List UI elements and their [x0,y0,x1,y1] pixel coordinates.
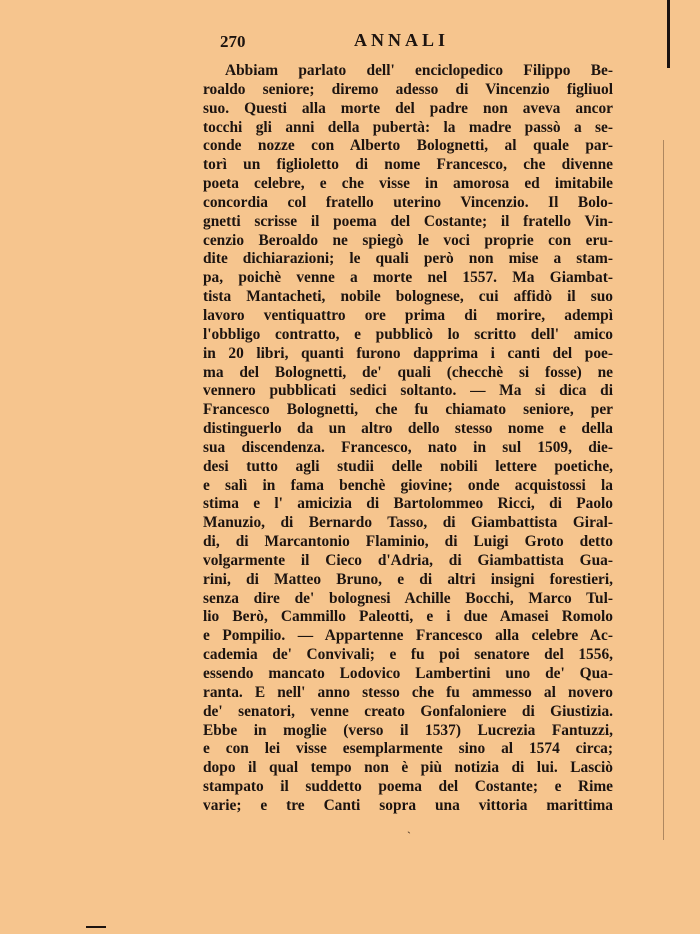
text-line: concordia col fratello uterino Vincenzio. Il Bolo- [203,193,613,211]
text-line: suo. Questi alla morte del padre non aveva ancor [203,99,613,117]
text-line: rini, di Matteo Bruno, e di altri insigni forestieri, [203,570,613,588]
text-line: dite dichiarazioni; le quali però non mise a stam- [203,250,613,268]
text-line: gnetti scrisse il poema del Costante; il fratello Vin- [203,212,613,230]
text-line: tocchi gli anni della pubertà: la madre passò a se- [203,118,613,136]
text-line: volgarmente il Cieco d'Adria, di Giambattista Gua- [203,551,613,569]
text-line: cenzio Beroaldo ne spiegò le voci proprie con eru- [203,231,613,249]
page-header [202,30,614,56]
text-line: Manuzio, di Bernardo Tasso, di Giambattista Giral- [203,514,613,532]
page-edge-shadow [667,0,670,68]
bottom-ink-mark [86,926,106,928]
text-line: cademia de' Convivali; e fu poi senatore del 1556, [203,646,613,664]
running-head: ANNALI [354,30,450,50]
text-line: varie; e tre Canti sopra una vittoria marittima [203,796,613,814]
text-line: ma del Bolognetti, de' quali (checchè si fosse) ne [203,363,613,381]
text-line: stampato il suddetto poema del Costante; e Rime [203,778,613,796]
text-line: de' senatori, venne creato Gonfaloniere di Giustizia. [203,702,613,720]
text-line: lavoro ventiquattro ore prima di morire, adempì [203,306,613,324]
text-line: lio Berò, Cammillo Paleotti, e i due Amasei Romolo [203,608,613,626]
text-line: in 20 libri, quanti furono dapprima i canti del poe- [203,344,613,362]
text-line: senza dire de' bolognesi Achille Bocchi, Marco Tul- [203,589,613,607]
text-line: dopo il qual tempo non è più notizia di lui. Lasciò [203,759,613,777]
text-line: sua discendenza. Francesco, nato in sul 1509, die- [203,438,613,456]
text-line: stima e l' amicizia di Bartolommeo Ricci, di Paolo [203,495,613,513]
text-line: torì un figlioletto di nome Francesco, che divenne [203,156,613,174]
text-line: poeta celebre, e che visse in amorosa ed imitabile [203,175,613,193]
text-line: Ebbe in moglie (verso il 1537) Lucrezia Fantuzzi, [203,721,613,739]
text-line: e con lei visse esemplarmente sino al 1574 circa; [203,740,613,758]
page-gutter-shadow [663,140,664,840]
text-line: l'obbligo contratto, e pubblicò lo scritto dell' amico [203,325,613,343]
stray-ink-mark: ˎ [407,820,411,834]
text-line: ranta. E nell' anno stesso che fu ammesso al novero [203,683,613,701]
text-line: essendo mancato Lodovico Lambertini uno de' Qua- [203,665,613,682]
text-line: tista Mantacheti, nobile bolognese, cui affidò il suo [203,288,613,306]
text-line: Abbiam parlato dell' enciclopedico Filippo Be- [225,62,613,79]
page-number: 270 [220,32,246,51]
text-line: di, di Marcantonio Flaminio, di Luigi Groto detto [203,533,613,551]
text-line: conde nozze con Alberto Bolognetti, al quale par- [203,137,613,155]
text-line: roaldo seniore; diremo adesso di Vincenzio figliuol [203,80,613,98]
text-line: desi tutto agli studii delle nobili lettere poetiche, [203,457,613,475]
text-line: e Pompilio. — Appartenne Francesco alla celebre Ac- [203,627,613,645]
text-line: distinguerlo da un altro dello stesso nome e della [203,420,613,438]
text-line: pa, poichè venne a morte nel 1557. Ma Giambat- [203,269,613,287]
body-text [203,62,613,816]
text-line: e salì in fama benchè giovine; onde acquistossi la [203,476,613,494]
text-line: vennero pubblicati sedici soltanto. — Ma si dica di [203,382,613,400]
text-line: Francesco Bolognetti, che fu chiamato seniore, per [203,401,613,419]
